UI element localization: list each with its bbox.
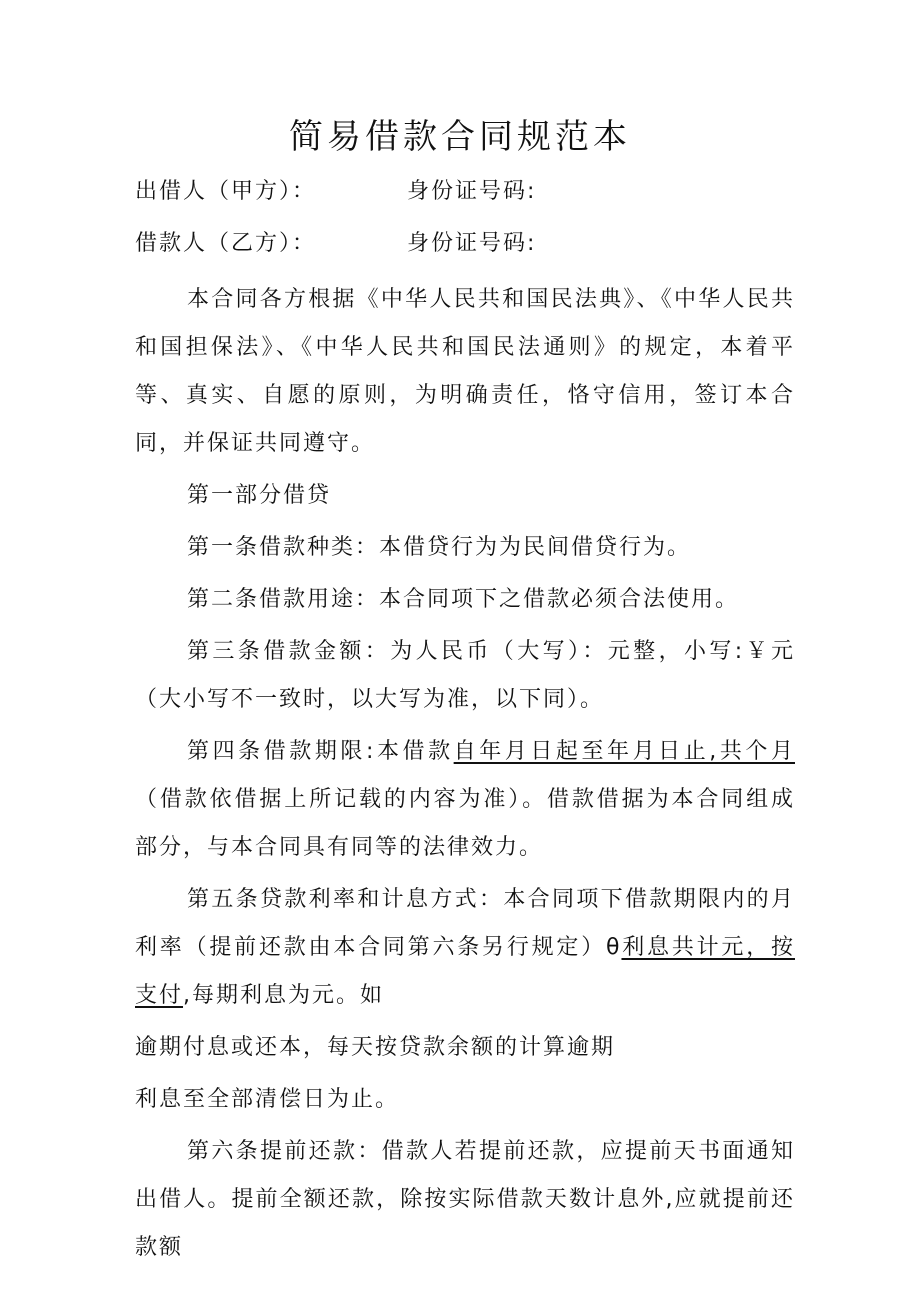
part1-heading: 第一部分借贷 [187,483,332,508]
article-4 [135,728,795,872]
lender-row [135,168,795,220]
document-body [135,168,795,1272]
article-2: 第二条借款用途：本合同项下之借款必须合法使用。 [187,587,740,612]
borrower-id-label: 身份证号码: [407,231,537,256]
article-4-term-underlined: 自年月日起至年月日止,共个月 [453,739,795,764]
article-5-interest-underlined: 利息共计元，按支付 [135,935,795,1008]
article-1: 第一条借款种类：本借贷行为为民间借贷行为。 [187,535,692,560]
article-5-prefix: 第五条贷款利率和计息方式：本合同项下借款期限内的月利率（提前还款由本合同第六条另行规定）θ [135,887,795,960]
article-4-suffix: （借款依借据上所记载的内容为准）。借款借据为本合同组成部分，与本合同具有同等的法律效力。 [135,787,795,860]
article-5 [135,876,795,1020]
lender-id-label: 身份证号码: [407,179,537,204]
article-4-prefix: 第四条借款期限:本借款 [187,739,454,764]
article-5-suffix: ,每期利息为元。如 [183,983,385,1008]
borrower-label: 借款人（乙方）： [135,231,317,256]
borrower-row [135,220,795,272]
article-6: 第六条提前还款：借款人若提前还款，应提前天书面通知出借人。提前全额还款，除按实际借款天数计息外,应就提前还款额 [135,1139,795,1260]
article-3: 第三条借款金额：为人民币（大写）：元整，小写:￥元（大小写不一致时，以大写为准，以下同）。 [135,639,795,712]
document-title: 简易借款合同规范本 [289,117,631,157]
article-5-line-2: 逾期付息或还本，每天按贷款余额的计算逾期 [135,1035,616,1060]
lender-label: 出借人（甲方）： [135,179,317,204]
article-5-line-3: 利息至全部清偿日为止。 [135,1087,400,1112]
preamble-paragraph: 本合同各方根据《中华人民共和国民法典》、《中华人民共和国担保法》、《中华人民共和国民法通则》的规定，本着平等、真实、自愿的原则，为明确责任，恪守信用，签订本合同，并保证共同遵守。 [135,287,795,456]
